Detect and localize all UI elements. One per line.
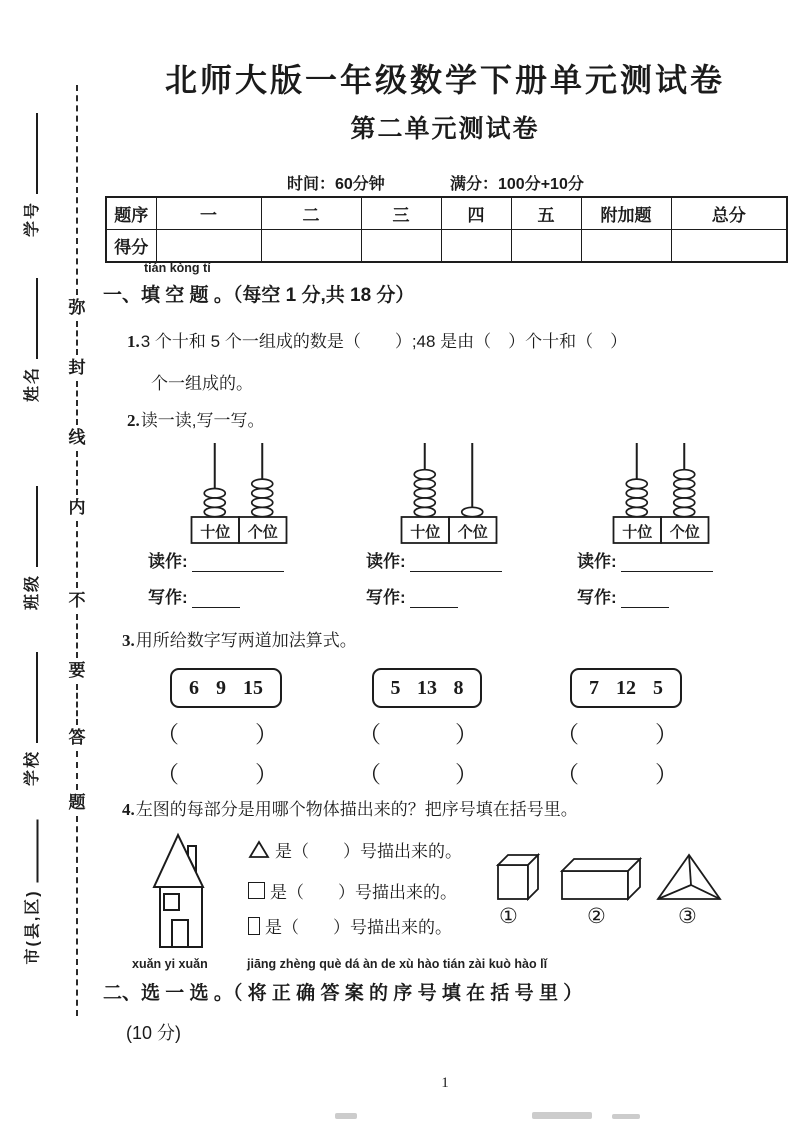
- scan-artifact: [335, 1113, 357, 1119]
- seal-dash: [76, 85, 78, 295]
- answer-line: [192, 557, 284, 572]
- open-paren: （: [556, 720, 579, 747]
- question-1-line2: 个一组成的。: [151, 374, 253, 393]
- read-as-row-3: [577, 547, 713, 572]
- seal-char: 内: [68, 498, 86, 517]
- section2-points: (10 分): [126, 1023, 182, 1043]
- close-paren: ）: [655, 720, 678, 747]
- open-paren: （: [556, 760, 579, 787]
- fill-in-line: [22, 113, 38, 194]
- tens-beads: [414, 470, 435, 517]
- question-text: 用所给数字写两道加法算式。: [135, 631, 357, 650]
- ones-beads: [252, 479, 273, 517]
- section2-heading: 二、选 一 选 。（ 将 正 确 答 案 的 序 号 填 在 括 号 里 ）: [103, 983, 583, 1004]
- field-label: 姓名: [23, 365, 41, 402]
- score-table-header-row: [106, 197, 787, 230]
- section2-pinyin-part1: xuǎn yi xuǎn: [132, 957, 208, 971]
- field-label: 学号: [23, 200, 41, 237]
- write-as-label: 写作:: [366, 588, 406, 607]
- number-group-box-3: [570, 668, 682, 708]
- page-number: 1: [441, 1075, 449, 1091]
- number: 15: [243, 676, 263, 699]
- close-paren: ）: [655, 760, 678, 787]
- door: [172, 920, 188, 947]
- number: 8: [453, 676, 464, 699]
- write-as-label: 写作:: [577, 588, 617, 607]
- full-score-label: 满分：100分+10分: [450, 176, 584, 193]
- write-as-row-2: [366, 583, 458, 608]
- col-header: 附加题: [581, 197, 671, 230]
- number: 12: [616, 676, 636, 699]
- sidebar-field-name: [17, 278, 43, 402]
- sidebar-field-student-number: [17, 113, 43, 237]
- tens-cell-label: 十位: [410, 524, 441, 541]
- question-number: 4.: [122, 800, 135, 819]
- q4-line-text: 是（ ）号描出来的。: [275, 842, 462, 861]
- answer-line: [192, 593, 240, 608]
- read-as-row-2: [366, 547, 502, 572]
- time-limit-label: 时间：60分钟: [287, 176, 385, 193]
- seal-dash: [76, 684, 78, 725]
- seal-dash: [76, 451, 78, 495]
- number: 13: [417, 676, 437, 699]
- number: 7: [589, 676, 599, 699]
- row-label: 得分: [106, 230, 156, 263]
- page-title: 北师大版一年级数学下册单元测试卷: [164, 62, 725, 98]
- ones-beads: [462, 507, 483, 516]
- write-as-row-1: [148, 583, 240, 608]
- question-text: 读一读,写一写。: [140, 411, 265, 430]
- number-group-box-2: [372, 668, 482, 708]
- score-cell: [261, 230, 361, 263]
- question-number: 2.: [127, 411, 140, 430]
- col-header: 总分: [671, 197, 787, 230]
- cuboid-figure: [562, 859, 640, 899]
- answer-line: [621, 593, 669, 608]
- question-4: [122, 795, 578, 820]
- q4-line-triangle: [248, 837, 462, 862]
- seal-char: 不: [68, 591, 86, 610]
- seal-dash: [76, 521, 78, 588]
- col-header: 一: [156, 197, 261, 230]
- read-as-label: 读作:: [366, 552, 406, 571]
- col-header: 二: [261, 197, 361, 230]
- score-cell: [156, 230, 261, 263]
- number: 5: [390, 676, 401, 699]
- sidebar-field-school: [17, 652, 43, 786]
- equation-blank-2b: [358, 756, 478, 788]
- fill-in-line: [22, 486, 38, 567]
- object-label-1: ①: [499, 904, 518, 928]
- ones-cell-label: 个位: [457, 524, 488, 541]
- solid-objects-figure: [493, 851, 725, 907]
- fill-in-line: [23, 820, 39, 883]
- question-text: 左图的每部分是用哪个物体描出来的？把序号填在括号里。: [135, 800, 578, 819]
- question-3: [122, 626, 357, 651]
- cube-figure: [498, 855, 538, 899]
- scan-artifact: [532, 1112, 592, 1119]
- read-as-label: 读作:: [148, 552, 188, 571]
- page-subtitle: 第二单元测试卷: [350, 115, 540, 143]
- seal-line: [66, 85, 88, 1016]
- col-header: 五: [511, 197, 581, 230]
- fill-in-line: [22, 652, 38, 743]
- tens-cell-label: 十位: [200, 524, 231, 541]
- score-table: [105, 196, 788, 263]
- number: 9: [216, 676, 226, 699]
- section1-pinyin: tián kòng tí: [144, 261, 211, 275]
- equation-blank-1b: [156, 756, 278, 788]
- score-cell: [441, 230, 511, 263]
- field-label: 学校: [23, 749, 41, 786]
- abacus-figure-2: [399, 441, 514, 546]
- house-figure: [147, 832, 247, 950]
- q4-line-square: [248, 878, 457, 903]
- sidebar-field-class: [17, 486, 43, 610]
- answer-line: [410, 593, 458, 608]
- q4-line-text: 是（ ）号描出来的。: [265, 918, 452, 937]
- open-paren: （: [358, 760, 381, 787]
- number: 6: [189, 676, 199, 699]
- col-header: 四: [441, 197, 511, 230]
- seal-dash: [76, 614, 78, 658]
- tens-beads: [626, 479, 647, 517]
- seal-char: 要: [68, 661, 86, 680]
- answer-line: [410, 557, 502, 572]
- col-header: 三: [361, 197, 441, 230]
- read-as-label: 读作:: [577, 552, 617, 571]
- seal-char: 线: [68, 428, 86, 447]
- seal-dash: [76, 751, 78, 790]
- score-cell: [671, 230, 787, 263]
- equation-blank-3b: [556, 756, 678, 788]
- equation-blank-2a: [358, 716, 478, 748]
- field-label: 市(县,区): [24, 889, 41, 965]
- write-as-label: 写作:: [148, 588, 188, 607]
- section1-heading: 一、填 空 题 。（每空 1 分,共 18 分）: [103, 285, 415, 306]
- scan-artifact: [612, 1114, 640, 1119]
- number-group-box-1: [170, 668, 282, 708]
- question-1-line1: [127, 327, 627, 352]
- pyramid-figure: [658, 855, 720, 899]
- window: [164, 894, 179, 910]
- seal-dash: [76, 816, 78, 1016]
- seal-dash: [76, 321, 78, 355]
- close-paren: ）: [455, 760, 478, 787]
- equation-blank-1a: [156, 716, 278, 748]
- object-label-3: ③: [678, 904, 697, 928]
- write-as-row-3: [577, 583, 669, 608]
- number: 5: [653, 676, 663, 699]
- close-paren: ）: [455, 720, 478, 747]
- seal-char: 题: [68, 793, 86, 812]
- close-paren: ）: [255, 720, 278, 747]
- ones-beads: [674, 470, 695, 517]
- open-paren: （: [156, 720, 179, 747]
- question-text: 3 个十和 5 个一组成的数是（ ）;48 是由（ ）个十和（ ）: [140, 332, 628, 351]
- ones-cell-label: 个位: [669, 524, 700, 541]
- score-cell: [581, 230, 671, 263]
- q4-line-rectangle: [248, 913, 452, 938]
- square-icon: [248, 882, 265, 899]
- read-as-row-1: [148, 547, 284, 572]
- seal-char: 封: [68, 358, 86, 377]
- object-label-2: ②: [587, 904, 606, 928]
- rectangle-icon: [248, 917, 260, 935]
- seal-dash: [76, 381, 78, 425]
- score-cell: [511, 230, 581, 263]
- sidebar-field-city: [18, 820, 44, 965]
- abacus-figure-1: [189, 441, 304, 546]
- ones-cell-label: 个位: [247, 524, 278, 541]
- fill-in-line: [22, 278, 38, 359]
- answer-line: [621, 557, 713, 572]
- triangle-icon: [248, 840, 270, 859]
- question-number: 1.: [127, 332, 140, 351]
- equation-blank-3a: [556, 716, 678, 748]
- open-paren: （: [156, 760, 179, 787]
- q4-line-text: 是（ ）号描出来的。: [270, 883, 457, 902]
- score-cell: [361, 230, 441, 263]
- tens-cell-label: 十位: [622, 524, 653, 541]
- seal-char: 答: [68, 728, 86, 747]
- col-header: 题序: [106, 197, 156, 230]
- seal-char: 弥: [68, 298, 86, 317]
- section2-pinyin-part2: jiāng zhèng què dá àn de xù hào tián zài kuò hào lǐ: [247, 957, 548, 971]
- close-paren: ）: [255, 760, 278, 787]
- abacus-figure-3: [611, 441, 726, 546]
- score-table-score-row: [106, 230, 787, 263]
- field-label: 班级: [23, 573, 41, 610]
- question-2: [127, 406, 264, 431]
- open-paren: （: [358, 720, 381, 747]
- question-number: 3.: [122, 631, 135, 650]
- tens-beads: [204, 489, 225, 517]
